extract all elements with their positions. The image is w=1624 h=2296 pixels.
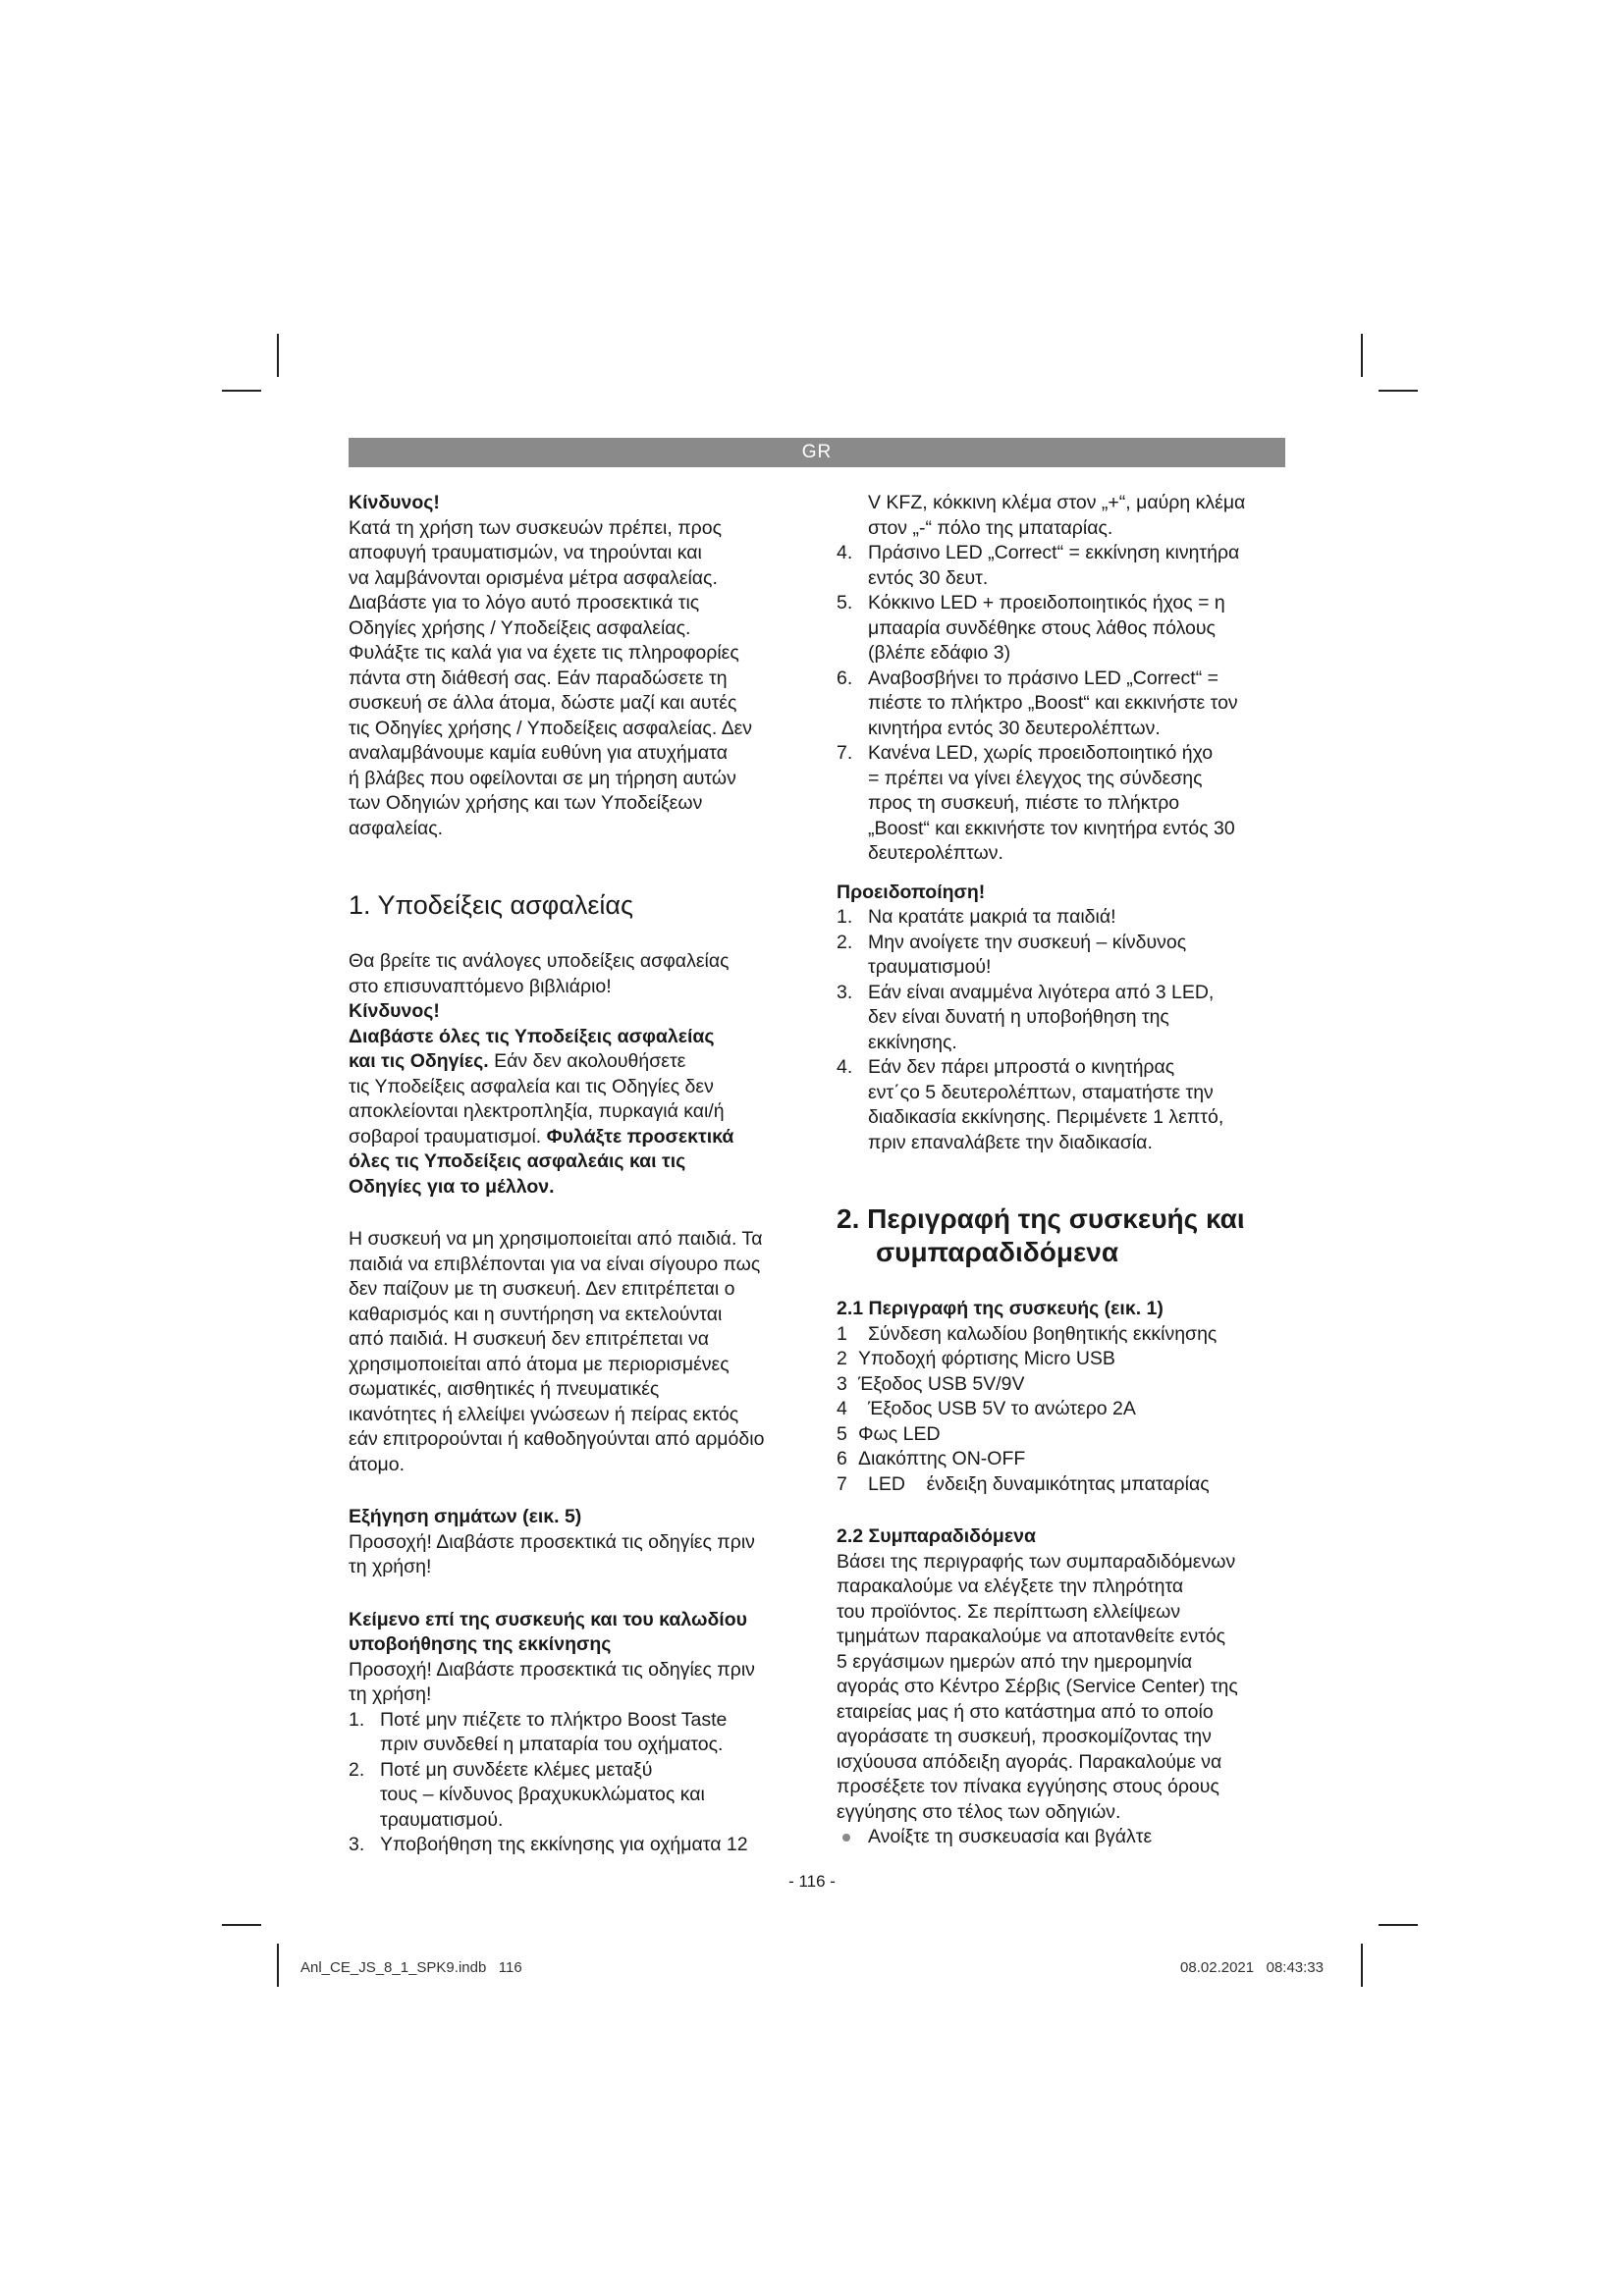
list-text: Ποτέ μην πιέζετε το πλήκτρο Boost Taste bbox=[380, 1708, 728, 1731]
warning-bold-line: Διαβάστε όλες τις Υποδείξεις ασφαλείας bbox=[349, 1025, 715, 1047]
delivery-line: αγοράσατε τη συσκευή, προσκομίζοντας την bbox=[837, 1726, 1212, 1747]
list-text: LED ένδειξη δυναμικότητας μπαταρίας bbox=[868, 1472, 1210, 1495]
warning-line bbox=[349, 1125, 800, 1150]
list-text: V KFZ, κόκκινη κλέμα στον „+“, μαύρη κλέμα bbox=[868, 492, 1246, 513]
cable-list bbox=[349, 1708, 800, 1858]
warning-text-span: σοβαροί τραυματισμοί. bbox=[349, 1125, 547, 1148]
children-line: καθαρισμός και η συντήρηση να εκτελούνται bbox=[349, 1303, 723, 1325]
delivery-line: του προϊόντος. Σε περίπτωση ελλείψεων bbox=[837, 1600, 1181, 1623]
danger-line: τις Οδηγίες χρήσης / Υποδείξεις ασφαλείας. Δεν bbox=[349, 717, 753, 739]
list-number: 7. bbox=[837, 742, 853, 764]
delivery-line: τμημάτων παρακαλούμε να αποτανθείτε εντός bbox=[837, 1626, 1226, 1647]
delivery-line: Βάσει της περιγραφής των συμπαραδιδόμενων bbox=[837, 1550, 1236, 1573]
footer-datetime: 08.02.2021 08:43:33 bbox=[1180, 1959, 1324, 1976]
list-text: κινητήρα εντός 30 δευτερολέπτων. bbox=[868, 717, 1161, 739]
list-item bbox=[837, 1825, 1288, 1850]
list-number: 2. bbox=[837, 931, 853, 953]
list-item bbox=[349, 1833, 800, 1858]
section-2-title: 2. Περιγραφή της συσκευής και bbox=[837, 1203, 1245, 1234]
children-line: χρησιμοποιείται από άτομα με περιορισμένες bbox=[349, 1353, 730, 1375]
danger-line: αποφυγή τραυματισμών, να τηρούνται και bbox=[349, 542, 702, 563]
list-text: στον „-“ πόλο της μπαταρίας. bbox=[868, 516, 1113, 539]
list-number: 6 bbox=[837, 1448, 847, 1469]
list-number: 1. bbox=[837, 906, 853, 928]
danger-line: Οδηγίες χρήσης / Υποδείξεις ασφαλείας. bbox=[349, 616, 691, 639]
list-number: 3. bbox=[837, 981, 853, 1003]
crop-mark bbox=[277, 1944, 279, 1987]
crop-mark bbox=[277, 334, 279, 377]
list-item bbox=[837, 1472, 1288, 1498]
warning-bold-span: και τις Οδηγίες. bbox=[349, 1050, 489, 1072]
children-line: παιδιά να επιβλέπονται για να είναι σίγουρο πως bbox=[349, 1253, 761, 1275]
list-text: προς τη συσκευή, πιέστε το πλήκτρο bbox=[868, 792, 1180, 814]
list-number: 6. bbox=[837, 667, 853, 689]
crop-mark bbox=[1361, 1944, 1363, 1987]
list-text: δεν είναι δυνατή η υποβοήθηση της bbox=[868, 1006, 1169, 1028]
crop-mark bbox=[222, 1924, 261, 1926]
list-number: 3. bbox=[349, 1834, 365, 1855]
list-item bbox=[837, 591, 1288, 667]
danger-line: ή βλάβες που οφείλονται σε μη τήρηση αυτών bbox=[349, 767, 736, 789]
signals-line: τη χρήση! bbox=[349, 1556, 432, 1577]
page-number: - 116 - bbox=[788, 1872, 836, 1891]
cable-heading: υποβοήθησης της εκκίνησης bbox=[349, 1633, 612, 1655]
danger-line: Κατά τη χρήση των συσκευών πρέπει, προς bbox=[349, 516, 722, 539]
warning-line: αποκλείονται ηλεκτροπληξία, πυρκαγιά και/ή bbox=[349, 1100, 725, 1122]
list-item bbox=[837, 541, 1288, 591]
list-item bbox=[837, 981, 1288, 1056]
delivery-line: εταιρείας μας ή στο κατάστημα από το οποίο bbox=[837, 1700, 1214, 1723]
list-text: = πρέπει να γίνει έλεγχος της σύνδεσης bbox=[868, 767, 1203, 789]
delivery-line: ισχύουσα απόδειξη αγοράς. Παρακαλούμε να bbox=[837, 1750, 1222, 1773]
list-text: Εάν είναι αναμμένα λιγότερα από 3 LED, bbox=[868, 981, 1215, 1003]
delivery-line: εγγύησης στο τέλος των οδηγιών. bbox=[837, 1800, 1121, 1823]
list-text: Κόκκινο LED + προειδοποιητικός ήχος = η bbox=[868, 592, 1225, 614]
continued-list bbox=[837, 491, 1288, 867]
crop-mark bbox=[222, 390, 261, 392]
subsection-2-1-title: 2.1 Περιγραφή της συσκευής (εικ. 1) bbox=[837, 1298, 1164, 1319]
list-text: „Boost“ και εκκινήστε τον κινητήρα εντός 30 bbox=[868, 817, 1235, 839]
danger-line: Διαβάστε για το λόγο αυτό προσεκτικά τις bbox=[349, 592, 700, 614]
warning-list bbox=[837, 905, 1288, 1155]
section-1-intro-line: Θα βρείτε τις ανάλογες υποδείξεις ασφαλείας bbox=[349, 950, 730, 972]
list-item bbox=[837, 741, 1288, 867]
list-number: 2 bbox=[837, 1348, 847, 1369]
list-item bbox=[837, 1322, 1288, 1348]
danger-line: συσκευή σε άλλα άτομα, δώστε μαζί και αυτές bbox=[349, 692, 737, 714]
list-number: 1 bbox=[837, 1322, 847, 1345]
list-text: Αναβοσβήνει το πράσινο LED „Correct“ = bbox=[868, 667, 1218, 689]
list-number: 3 bbox=[837, 1372, 847, 1395]
list-text: Υποβοήθηση της εκκίνησης για οχήματα 12 bbox=[380, 1834, 748, 1855]
list-number: 5. bbox=[837, 592, 853, 614]
list-number: 7 bbox=[837, 1472, 847, 1495]
list-item bbox=[349, 1708, 800, 1758]
list-item bbox=[837, 667, 1288, 742]
list-text: εντ΄ςο 5 δευτερολέπτων, σταματήστε την bbox=[868, 1081, 1214, 1103]
list-text: Ανοίξτε τη συσκευασία και βγάλτε bbox=[868, 1826, 1153, 1847]
crop-mark bbox=[1379, 1924, 1418, 1926]
list-number: 4. bbox=[837, 1056, 853, 1078]
children-line: από παιδιά. Η συσκευή δεν επιτρέπεται να bbox=[349, 1328, 709, 1350]
warning-text-span: Εάν δεν ακολουθήσετε bbox=[488, 1050, 686, 1072]
delivery-line: 5 εργάσιμων ημερών από την ημερομηνία bbox=[837, 1650, 1193, 1673]
list-item bbox=[837, 1372, 1288, 1398]
cable-heading: Κείμενο επί της συσκευής και του καλωδίου bbox=[349, 1608, 747, 1630]
crop-mark bbox=[1379, 390, 1418, 392]
list-text: πριν επαναλάβετε την διαδικασία. bbox=[868, 1131, 1153, 1153]
footer-file-info: Anl_CE_JS_8_1_SPK9.indb 116 bbox=[300, 1959, 522, 1976]
delivery-line: παρακαλούμε να ελέγξετε την πληρότητα bbox=[837, 1575, 1184, 1597]
list-item bbox=[837, 905, 1288, 931]
danger-line: των Οδηγιών χρήσης και των Υποδείξεων bbox=[349, 792, 703, 814]
section-2-title: συμπαραδιδόμενα bbox=[876, 1237, 1119, 1267]
list-item bbox=[837, 1447, 1288, 1472]
list-text: Ποτέ μη συνδέετε κλέμες μεταξύ bbox=[380, 1758, 653, 1781]
delivery-line: αγοράς στο Κέντρο Σέρβις (Service Center) της bbox=[837, 1676, 1238, 1697]
danger-line: να λαμβάνονται ορισμένα μέτρα ασφαλείας. bbox=[349, 566, 718, 589]
component-list bbox=[837, 1322, 1288, 1498]
subsection-2-2-title: 2.2 Συμπαραδιδόμενα bbox=[837, 1525, 1036, 1547]
list-text: Υποδοχή φόρτισης Micro USB bbox=[858, 1348, 1115, 1369]
list-item bbox=[837, 491, 1288, 541]
signals-line: Προσοχή! Διαβάστε προσεκτικά τις οδηγίες πριν bbox=[349, 1530, 755, 1553]
children-line: ικανότητες ή ελλείψει γνώσεων ή πείρας εκτός bbox=[349, 1403, 739, 1425]
children-line: εάν επιτρορούνται ή καθοδηγούνται από αρμόδιο bbox=[349, 1428, 765, 1450]
list-text: Έξοδος USB 5V/9V bbox=[858, 1372, 1025, 1395]
list-text: πριν συνδεθεί η μπαταρία του οχήματος. bbox=[380, 1734, 724, 1755]
list-text: εκκίνησης. bbox=[868, 1031, 957, 1053]
right-column bbox=[837, 491, 1288, 1850]
list-text: (βλέπε εδάφιο 3) bbox=[868, 642, 1011, 664]
list-text: Έξοδος USB 5V το ανώτερο 2A bbox=[868, 1398, 1136, 1419]
list-text: Να κρατάτε μακριά τα παιδιά! bbox=[868, 906, 1116, 928]
list-text: Σύνδεση καλωδίου βοηθητικής εκκίνησης bbox=[868, 1322, 1218, 1345]
children-line: άτομο. bbox=[349, 1453, 406, 1475]
list-item bbox=[837, 1347, 1288, 1372]
list-text: τραυματισμού! bbox=[868, 956, 992, 978]
list-number: 4 bbox=[837, 1398, 847, 1419]
danger-line: πάντα στη διάθεσή σας. Εάν παραδώσετε τη bbox=[349, 667, 728, 689]
warning-bold-line: Οδηγίες για το μέλλον. bbox=[349, 1175, 555, 1198]
list-text: διαδικασία εκκίνησης. Περιμένετε 1 λεπτό, bbox=[868, 1106, 1224, 1128]
delivery-line: προσέξετε τον πίνακα εγγύησης στους όρους bbox=[837, 1776, 1219, 1797]
list-number: 4. bbox=[837, 542, 853, 563]
danger-heading-2: Κίνδυνος! bbox=[349, 1000, 440, 1022]
warning-heading: Προειδοποίηση! bbox=[837, 881, 986, 903]
bullet-list bbox=[837, 1825, 1288, 1850]
warning-line: τις Υποδείξεις ασφαλεία και τις Οδηγίες δεν bbox=[349, 1075, 714, 1097]
warning-bold-line: όλες τις Υποδείξεις ασφαλεάις και τις bbox=[349, 1150, 686, 1172]
children-line: Η συσκευή να μη χρησιμοποιείται από παιδιά. Τα bbox=[349, 1228, 763, 1250]
list-text: τους – κίνδυνος βραχυκυκλώματος και bbox=[380, 1784, 705, 1805]
children-line: δεν παίζουν με τη συσκευή. Δεν επιτρέπεται ο bbox=[349, 1278, 735, 1300]
list-number: 5 bbox=[837, 1422, 847, 1445]
list-text: μπααρία συνδέθηκε στους λάθος πόλους bbox=[868, 616, 1216, 639]
warning-line bbox=[349, 1049, 800, 1075]
danger-line: αναλαμβάνουμε καμία ευθύνη για ατυχήματα bbox=[349, 742, 728, 764]
danger-line: Φυλάξτε τις καλά για να έχετε τις πληροφορίες bbox=[349, 642, 739, 664]
list-item bbox=[349, 1758, 800, 1834]
list-text: τραυματισμού. bbox=[380, 1808, 504, 1831]
list-item bbox=[837, 1055, 1288, 1155]
list-item bbox=[837, 1422, 1288, 1448]
section-1-title: 1. Υποδείξεις ασφαλείας bbox=[349, 890, 634, 920]
list-item bbox=[837, 1397, 1288, 1422]
list-text: πιέστε το πλήκτρο „Boost“ και εκκινήστε τον bbox=[868, 692, 1238, 714]
bullet-icon bbox=[842, 1834, 850, 1842]
signals-heading: Εξήγηση σημάτων (εικ. 5) bbox=[349, 1506, 582, 1527]
list-item bbox=[837, 931, 1288, 981]
danger-heading: Κίνδυνος! bbox=[349, 492, 440, 513]
section-1-intro-line: στο επισυναπτόμενο βιβλιάριο! bbox=[349, 975, 612, 997]
list-text: Μην ανοίγετε την συσκευή – κίνδυνος bbox=[868, 931, 1187, 953]
list-text: Κανένα LED, χωρίς προειδοποιητικό ήχο bbox=[868, 742, 1214, 764]
list-text: εντός 30 δευτ. bbox=[868, 566, 989, 589]
cable-intro-line: Προσοχή! Διαβάστε προσεκτικά τις οδηγίες πριν bbox=[349, 1658, 755, 1681]
list-text: Διακόπτης ON-OFF bbox=[858, 1448, 1026, 1469]
language-header: GR bbox=[349, 438, 1285, 467]
crop-mark bbox=[1361, 334, 1363, 377]
cable-intro-line: τη χρήση! bbox=[349, 1683, 432, 1705]
list-text: δευτερολέπτων. bbox=[868, 842, 1003, 864]
list-number: 2. bbox=[349, 1758, 365, 1781]
list-text: Εάν δεν πάρει μπροστά ο κινητήρας bbox=[868, 1056, 1175, 1078]
children-line: σωματικές, αισθητικές ή πνευματικές bbox=[349, 1378, 660, 1400]
list-number: 1. bbox=[349, 1708, 365, 1731]
danger-line: ασφαλείας. bbox=[349, 817, 444, 839]
left-column bbox=[349, 491, 800, 1858]
list-text: Φως LED bbox=[858, 1422, 941, 1445]
list-text: Πράσινο LED „Correct“ = εκκίνηση κινητήρα bbox=[868, 542, 1240, 563]
warning-bold-span: Φυλάξτε προσεκτικά bbox=[546, 1125, 734, 1148]
